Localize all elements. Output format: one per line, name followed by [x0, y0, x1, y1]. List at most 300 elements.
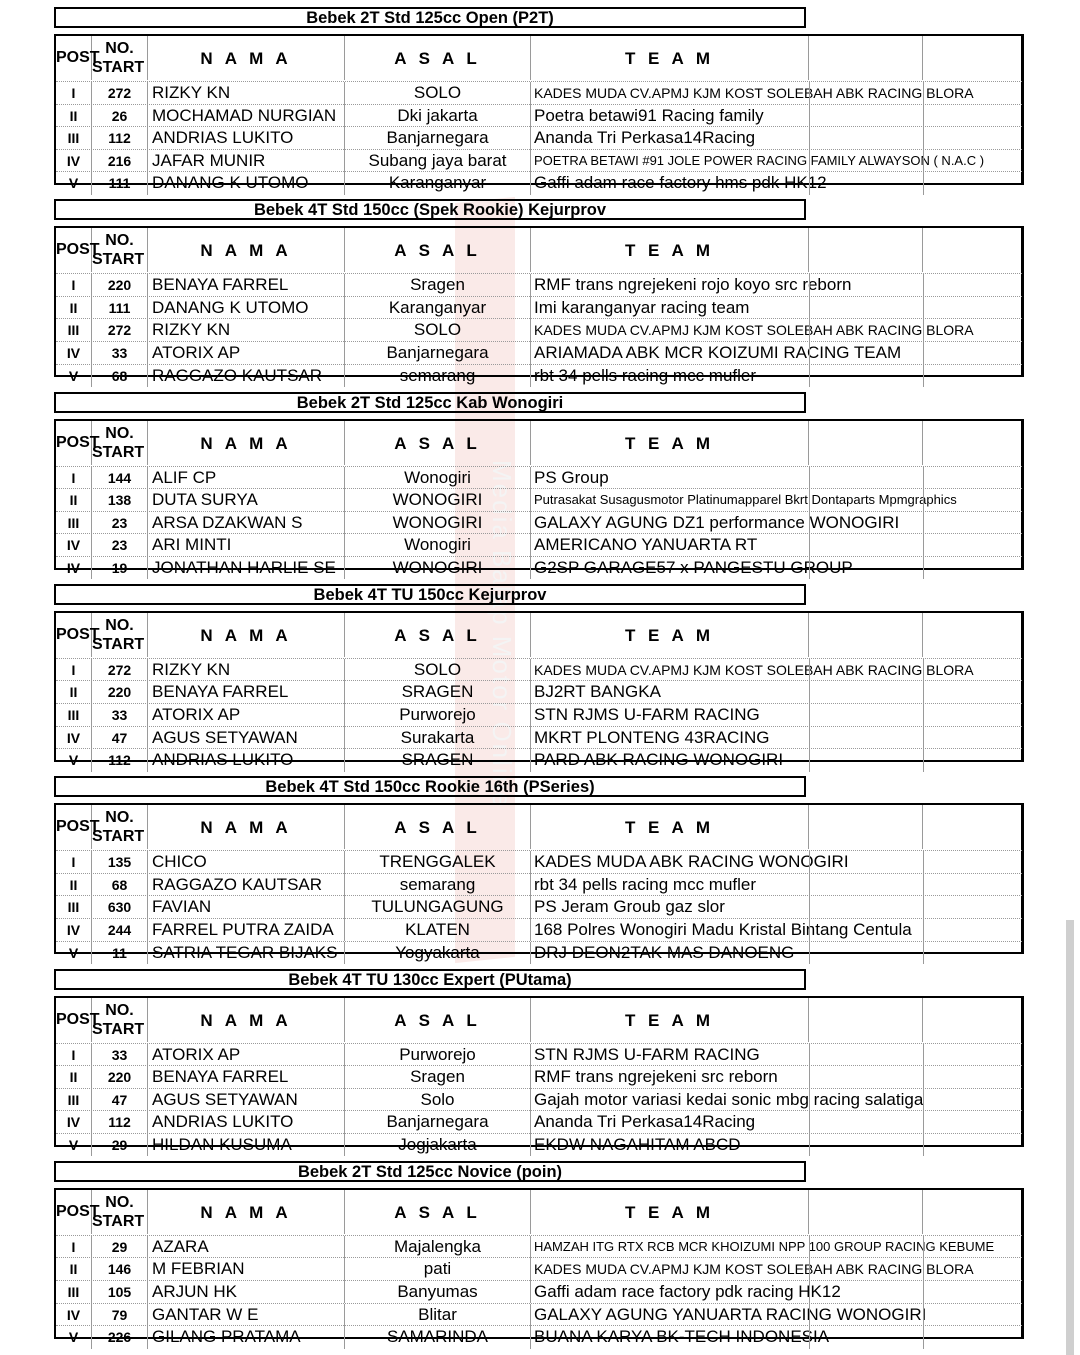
- start-number-cell: 272: [92, 659, 148, 682]
- team-cell: Imi karanganyar racing team: [534, 297, 750, 317]
- column-divider: [809, 942, 810, 965]
- origin-cell: SOLO: [345, 319, 531, 342]
- origin-cell: semarang: [345, 365, 531, 388]
- column-divider: [809, 489, 810, 512]
- table-row: [56, 1235, 1022, 1259]
- position-cell: I: [56, 851, 92, 874]
- start-number-cell: 226: [92, 1326, 148, 1349]
- table-row: [56, 296, 1022, 320]
- table-row: [56, 1325, 1022, 1349]
- header-asal: A S A L: [345, 805, 531, 849]
- header-asal: A S A L: [345, 421, 531, 465]
- start-number-cell: 68: [92, 874, 148, 897]
- rider-name-cell: ARI MINTI: [148, 534, 345, 557]
- position-cell: III: [56, 1089, 92, 1112]
- column-divider: [923, 467, 924, 490]
- column-divider: [809, 1111, 810, 1134]
- team-cell: 168 Polres Wonogiri Madu Kristal Bintang Centula: [534, 919, 912, 939]
- start-number-cell: 47: [92, 727, 148, 750]
- column-divider: [923, 1066, 924, 1089]
- position-cell: II: [56, 681, 92, 704]
- position-cell: III: [56, 319, 92, 342]
- header-no-start: [92, 421, 148, 465]
- position-cell: V: [56, 942, 92, 965]
- column-divider: [809, 1258, 810, 1281]
- team-cell: KADES MUDA CV.APMJ KJM KOST SOLEBAH ABK RACING BLORA: [534, 85, 974, 101]
- race-class-title: Bebek 2T Std 125cc Open (P2T): [54, 7, 806, 28]
- column-divider: [809, 1134, 810, 1157]
- rider-name-cell: HILDAN KUSUMA: [148, 1134, 345, 1157]
- origin-cell: Solo: [345, 1089, 531, 1112]
- team-cell: GALAXY AGUNG YANUARTA RACING WONOGIRI: [534, 1304, 927, 1324]
- results-table: [54, 996, 1024, 1154]
- column-divider: [809, 1326, 810, 1349]
- team-cell: ARIAMADA ABK MCR KOIZUMI RACING TEAM: [534, 343, 902, 363]
- position-cell: II: [56, 1066, 92, 1089]
- rider-name-cell: ALIF CP: [148, 467, 345, 490]
- rider-name-cell: FARREL PUTRA ZAIDA: [148, 919, 345, 942]
- column-divider: [809, 1304, 810, 1327]
- header-no-start: [92, 613, 148, 657]
- header-start: START: [92, 828, 145, 846]
- table-row: [56, 126, 1022, 150]
- rider-name-cell: ANDRIAS LUKITO: [148, 749, 345, 772]
- table-row: [56, 873, 1022, 897]
- position-cell: IV: [56, 534, 92, 557]
- results-table: [54, 226, 1024, 385]
- table-row: [56, 104, 1022, 128]
- header-no-start: [92, 805, 148, 849]
- table-row: [56, 703, 1022, 727]
- table-row: [56, 658, 1022, 682]
- rider-name-cell: RIZKY KN: [148, 82, 345, 105]
- origin-cell: Yogyakarta: [345, 942, 531, 965]
- column-divider: [809, 1236, 810, 1259]
- table-row: [56, 748, 1022, 772]
- position-cell: V: [56, 1326, 92, 1349]
- column-divider: [809, 512, 810, 535]
- header-pos: POST: [56, 1190, 92, 1234]
- start-number-cell: 23: [92, 512, 148, 535]
- team-cell: KADES MUDA ABK RACING WONOGIRI: [534, 852, 849, 872]
- origin-cell: Banjarnegara: [345, 127, 531, 150]
- column-divider: [923, 896, 924, 919]
- rider-name-cell: BENAYA FARREL: [148, 681, 345, 704]
- start-number-cell: 112: [92, 127, 148, 150]
- header-empty: [809, 613, 923, 657]
- header-start: START: [92, 443, 145, 461]
- rider-name-cell: BENAYA FARREL: [148, 1066, 345, 1089]
- header-start: START: [92, 59, 145, 76]
- position-cell: I: [56, 1044, 92, 1067]
- header-nama: N A M A: [148, 36, 345, 80]
- table-row: [56, 273, 1022, 297]
- header-no: NO.: [105, 1001, 134, 1019]
- column-divider: [923, 1326, 924, 1349]
- origin-cell: pati: [345, 1258, 531, 1281]
- position-cell: II: [56, 1258, 92, 1281]
- team-cell: Poetra betawi91 Racing family: [534, 105, 764, 125]
- table-row: [56, 726, 1022, 750]
- header-pos: POST: [56, 613, 92, 657]
- table-row: [56, 171, 1022, 195]
- header-pos: POST: [56, 228, 92, 272]
- rider-name-cell: RIZKY KN: [148, 319, 345, 342]
- table-row: [56, 941, 1022, 965]
- start-number-cell: 220: [92, 274, 148, 297]
- watermark-text: Media Balap Motor Online: [487, 460, 517, 809]
- header-no: NO.: [105, 424, 134, 442]
- origin-cell: SOLO: [345, 82, 531, 105]
- table-row: [56, 511, 1022, 535]
- header-team: T E A M: [531, 805, 809, 849]
- table-row: [56, 533, 1022, 557]
- start-number-cell: 272: [92, 82, 148, 105]
- origin-cell: SAMARINDA: [345, 1326, 531, 1349]
- position-cell: III: [56, 1281, 92, 1304]
- rider-name-cell: DANANG K UTOMO: [148, 297, 345, 320]
- table-row: [56, 1303, 1022, 1327]
- rider-name-cell: FAVIAN: [148, 896, 345, 919]
- column-divider: [809, 342, 810, 365]
- race-class-section: [54, 584, 1026, 770]
- column-divider: [809, 127, 810, 150]
- origin-cell: Karanganyar: [345, 297, 531, 320]
- header-no-start: [92, 36, 148, 80]
- position-cell: IV: [56, 919, 92, 942]
- position-cell: I: [56, 467, 92, 490]
- rider-name-cell: RAGGAZO KAUTSAR: [148, 874, 345, 897]
- race-class-title: Bebek 2T Std 125cc Novice (poin): [54, 1161, 806, 1182]
- column-divider: [923, 365, 924, 388]
- position-cell: III: [56, 896, 92, 919]
- race-class-section: [54, 776, 1026, 962]
- column-divider: [809, 467, 810, 490]
- header-start: START: [92, 1212, 145, 1230]
- team-cell: EKDW NAGAHITAM ABCD: [534, 1134, 741, 1154]
- header-pos: POST: [56, 421, 92, 465]
- origin-cell: Majalengka: [345, 1236, 531, 1259]
- origin-cell: SOLO: [345, 659, 531, 682]
- rider-name-cell: GANTAR W E: [148, 1304, 345, 1327]
- header-no: NO.: [105, 616, 134, 634]
- column-divider: [809, 874, 810, 897]
- column-divider: [923, 1111, 924, 1134]
- team-cell: AMERICANO YANUARTA RT: [534, 535, 758, 555]
- start-number-cell: 272: [92, 319, 148, 342]
- column-divider: [923, 342, 924, 365]
- column-divider: [809, 659, 810, 682]
- rider-name-cell: ARSA DZAKWAN S: [148, 512, 345, 535]
- column-divider: [809, 172, 810, 195]
- start-number-cell: 112: [92, 1111, 148, 1134]
- team-cell: rbt 34 pells racing mcc mufler: [534, 874, 757, 894]
- table-header: [56, 421, 1021, 465]
- race-class-section: [54, 392, 1026, 577]
- column-divider: [923, 319, 924, 342]
- team-cell: KADES MUDA CV.APMJ KJM KOST SOLEBAH ABK RACING BLORA: [534, 322, 974, 339]
- rider-name-cell: ANDRIAS LUKITO: [148, 127, 345, 150]
- column-divider: [923, 172, 924, 195]
- position-cell: II: [56, 489, 92, 512]
- table-row: [56, 850, 1022, 874]
- race-class-section: [54, 1161, 1026, 1347]
- table-header: [56, 613, 1021, 657]
- race-class-title: Bebek 4T TU 130cc Expert (PUtama): [54, 969, 806, 990]
- origin-cell: Purworejo: [345, 1044, 531, 1067]
- start-number-cell: 33: [92, 342, 148, 365]
- header-team: T E A M: [531, 1190, 809, 1234]
- origin-cell: semarang: [345, 874, 531, 897]
- origin-cell: Dki jakarta: [345, 105, 531, 128]
- column-divider: [923, 851, 924, 874]
- origin-cell: Banjarnegara: [345, 1111, 531, 1134]
- column-divider: [923, 1281, 924, 1304]
- rider-name-cell: ATORIX AP: [148, 704, 345, 727]
- rider-name-cell: M FEBRIAN: [148, 1258, 345, 1281]
- header-start: START: [92, 251, 145, 269]
- header-asal: A S A L: [345, 998, 531, 1042]
- column-divider: [809, 319, 810, 342]
- header-no-start: [92, 998, 148, 1042]
- header-nama: N A M A: [148, 421, 345, 465]
- header-nama: N A M A: [148, 998, 345, 1042]
- column-divider: [923, 150, 924, 173]
- header-team: T E A M: [531, 613, 809, 657]
- start-number-cell: 216: [92, 150, 148, 173]
- table-row: [56, 1133, 1022, 1157]
- team-cell: Gaffi adam race factory hms pdk HK12: [534, 173, 827, 193]
- table-header: [56, 998, 1021, 1042]
- position-cell: V: [56, 365, 92, 388]
- position-cell: IV: [56, 150, 92, 173]
- table-row: [56, 918, 1022, 942]
- team-cell: RMF trans ngrejekeni src reborn: [534, 1067, 778, 1087]
- rider-name-cell: JAFAR MUNIR: [148, 150, 345, 173]
- start-number-cell: 220: [92, 1066, 148, 1089]
- table-row: [56, 1065, 1022, 1089]
- column-divider: [809, 896, 810, 919]
- origin-cell: TRENGGALEK: [345, 851, 531, 874]
- header-empty: [809, 36, 923, 80]
- results-table: [54, 803, 1024, 962]
- team-cell: RMF trans ngrejekeni rojo koyo src reborn: [534, 275, 852, 295]
- team-cell: STN RJMS U-FARM RACING: [534, 705, 760, 725]
- rider-name-cell: GILANG PRATAMA: [148, 1326, 345, 1349]
- start-number-cell: 135: [92, 851, 148, 874]
- header-pos: POST: [56, 36, 92, 80]
- rider-name-cell: DUTA SURYA: [148, 489, 345, 512]
- table-row: [56, 1110, 1022, 1134]
- table-row: [56, 364, 1022, 388]
- column-divider: [923, 105, 924, 128]
- header-empty: [809, 421, 923, 465]
- header-no-start: [92, 228, 148, 272]
- column-divider: [809, 1281, 810, 1304]
- column-divider: [923, 82, 924, 105]
- header-no: NO.: [105, 232, 134, 250]
- table-row: [56, 341, 1022, 365]
- header-empty: [809, 228, 923, 272]
- header-no: NO.: [105, 1193, 134, 1211]
- team-cell: HAMZAH ITG RTX RCB MCR KHOIZUMI NPP 100 GROUP RACING KEBUME: [534, 1238, 995, 1254]
- origin-cell: Sragen: [345, 274, 531, 297]
- position-cell: II: [56, 297, 92, 320]
- column-divider: [809, 1066, 810, 1089]
- origin-cell: WONOGIRI: [345, 557, 531, 580]
- rider-name-cell: ATORIX AP: [148, 342, 345, 365]
- column-divider: [809, 681, 810, 704]
- table-header: [56, 228, 1021, 272]
- team-cell: BUANA KARYA BK-TECH INDONESIA: [534, 1327, 830, 1347]
- team-cell: KADES MUDA CV.APMJ KJM KOST SOLEBAH ABK RACING BLORA: [534, 1261, 974, 1278]
- scrollbar[interactable]: [1066, 920, 1074, 1355]
- position-cell: I: [56, 274, 92, 297]
- team-cell: DRJ DEON2TAK MAS DANOENG: [534, 942, 795, 962]
- column-divider: [809, 1089, 810, 1112]
- start-number-cell: 33: [92, 1044, 148, 1067]
- table-row: [56, 1088, 1022, 1112]
- origin-cell: Karanganyar: [345, 172, 531, 195]
- header-empty: [809, 998, 923, 1042]
- column-divider: [923, 1258, 924, 1281]
- column-divider: [809, 919, 810, 942]
- column-divider: [923, 1044, 924, 1067]
- table-header: [56, 36, 1021, 80]
- position-cell: III: [56, 127, 92, 150]
- column-divider: [923, 534, 924, 557]
- column-divider: [809, 365, 810, 388]
- origin-cell: Blitar: [345, 1304, 531, 1327]
- results-table: [54, 34, 1024, 193]
- origin-cell: Banyumas: [345, 1281, 531, 1304]
- column-divider: [809, 851, 810, 874]
- column-divider: [923, 127, 924, 150]
- results-table: [54, 1188, 1024, 1347]
- team-cell: KADES MUDA CV.APMJ KJM KOST SOLEBAH ABK RACING BLORA: [534, 661, 974, 678]
- column-divider: [923, 727, 924, 750]
- column-divider: [923, 942, 924, 965]
- header-team: T E A M: [531, 36, 809, 80]
- position-cell: I: [56, 1236, 92, 1259]
- position-cell: IV: [56, 1304, 92, 1327]
- column-divider: [923, 681, 924, 704]
- team-cell: PS Jeram Groub gaz slor: [534, 897, 725, 917]
- table-header: [56, 1190, 1021, 1234]
- rider-name-cell: MOCHAMAD NURGIAN: [148, 105, 345, 128]
- header-team: T E A M: [531, 998, 809, 1042]
- table-row: [56, 318, 1022, 342]
- team-cell: G2SP GARAGE57 x PANGESTU GROUP: [534, 557, 853, 577]
- position-cell: V: [56, 1134, 92, 1157]
- column-divider: [809, 534, 810, 557]
- column-divider: [809, 557, 810, 580]
- start-number-cell: 105: [92, 1281, 148, 1304]
- team-cell: Gaffi adam race factory pdk racing HK12: [534, 1281, 841, 1301]
- position-cell: II: [56, 105, 92, 128]
- table-row: [56, 81, 1022, 105]
- origin-cell: SRAGEN: [345, 681, 531, 704]
- column-divider: [809, 727, 810, 750]
- start-number-cell: 29: [92, 1134, 148, 1157]
- team-cell: PARD ABK RACING WONOGIRI: [534, 750, 784, 770]
- team-cell: Gajah motor variasi kedai sonic mbg racing salatiga: [534, 1089, 924, 1109]
- race-class-title: Bebek 4T TU 150cc Kejurprov: [54, 584, 806, 605]
- rider-name-cell: CHICO: [148, 851, 345, 874]
- rider-name-cell: ANDRIAS LUKITO: [148, 1111, 345, 1134]
- race-class-section: [54, 969, 1026, 1154]
- race-class-section: [54, 7, 1026, 193]
- position-cell: II: [56, 874, 92, 897]
- start-number-cell: 111: [92, 172, 148, 195]
- rider-name-cell: DANANG K UTOMO: [148, 172, 345, 195]
- rider-name-cell: BENAYA FARREL: [148, 274, 345, 297]
- column-divider: [923, 489, 924, 512]
- header-nama: N A M A: [148, 1190, 345, 1234]
- results-table: [54, 419, 1024, 577]
- position-cell: III: [56, 512, 92, 535]
- team-cell: Ananda Tri Perkasa14Racing: [534, 1112, 756, 1132]
- rider-name-cell: AZARA: [148, 1236, 345, 1259]
- origin-cell: TULUNGAGUNG: [345, 896, 531, 919]
- column-divider: [923, 557, 924, 580]
- start-number-cell: 26: [92, 105, 148, 128]
- position-cell: I: [56, 659, 92, 682]
- column-divider: [809, 274, 810, 297]
- column-divider: [809, 297, 810, 320]
- rider-name-cell: AGUS SETYAWAN: [148, 1089, 345, 1112]
- team-cell: rbt 34 pells racing mcc mufler: [534, 365, 757, 385]
- origin-cell: KLATEN: [345, 919, 531, 942]
- team-cell: STN RJMS U-FARM RACING: [534, 1044, 760, 1064]
- rider-name-cell: JONATHAN HARLIE SE: [148, 557, 345, 580]
- position-cell: IV: [56, 727, 92, 750]
- position-cell: V: [56, 172, 92, 195]
- start-number-cell: 68: [92, 365, 148, 388]
- race-class-section: [54, 199, 1026, 385]
- header-start: START: [92, 635, 145, 653]
- position-cell: I: [56, 82, 92, 105]
- header-pos: POST: [56, 805, 92, 849]
- team-cell: POETRA BETAWI #91 JOLE POWER RACING FAMILY ALWAYSON ( N.A.C ): [534, 152, 985, 168]
- header-nama: N A M A: [148, 613, 345, 657]
- start-number-cell: 79: [92, 1304, 148, 1327]
- race-class-title: Bebek 4T Std 150cc (Spek Rookie) Kejurprov: [54, 199, 806, 220]
- origin-cell: WONOGIRI: [345, 512, 531, 535]
- results-table: [54, 611, 1024, 770]
- table-row: [56, 556, 1022, 580]
- start-number-cell: 220: [92, 681, 148, 704]
- rider-name-cell: AGUS SETYAWAN: [148, 727, 345, 750]
- rider-name-cell: SATRIA TEGAR BIJAKS: [148, 942, 345, 965]
- column-divider: [809, 150, 810, 173]
- team-cell: MKRT PLONTENG 43RACING: [534, 727, 770, 747]
- header-asal: A S A L: [345, 613, 531, 657]
- origin-cell: Purworejo: [345, 704, 531, 727]
- column-divider: [923, 874, 924, 897]
- header-no: NO.: [105, 40, 134, 57]
- race-class-title: Bebek 4T Std 150cc Rookie 16th (PSeries): [54, 776, 806, 797]
- team-cell: PS Group: [534, 467, 609, 487]
- column-divider: [923, 749, 924, 772]
- column-divider: [809, 82, 810, 105]
- origin-cell: Surakarta: [345, 727, 531, 750]
- column-divider: [923, 297, 924, 320]
- column-divider: [923, 1304, 924, 1327]
- column-divider: [809, 704, 810, 727]
- header-nama: N A M A: [148, 228, 345, 272]
- origin-cell: Subang jaya barat: [345, 150, 531, 173]
